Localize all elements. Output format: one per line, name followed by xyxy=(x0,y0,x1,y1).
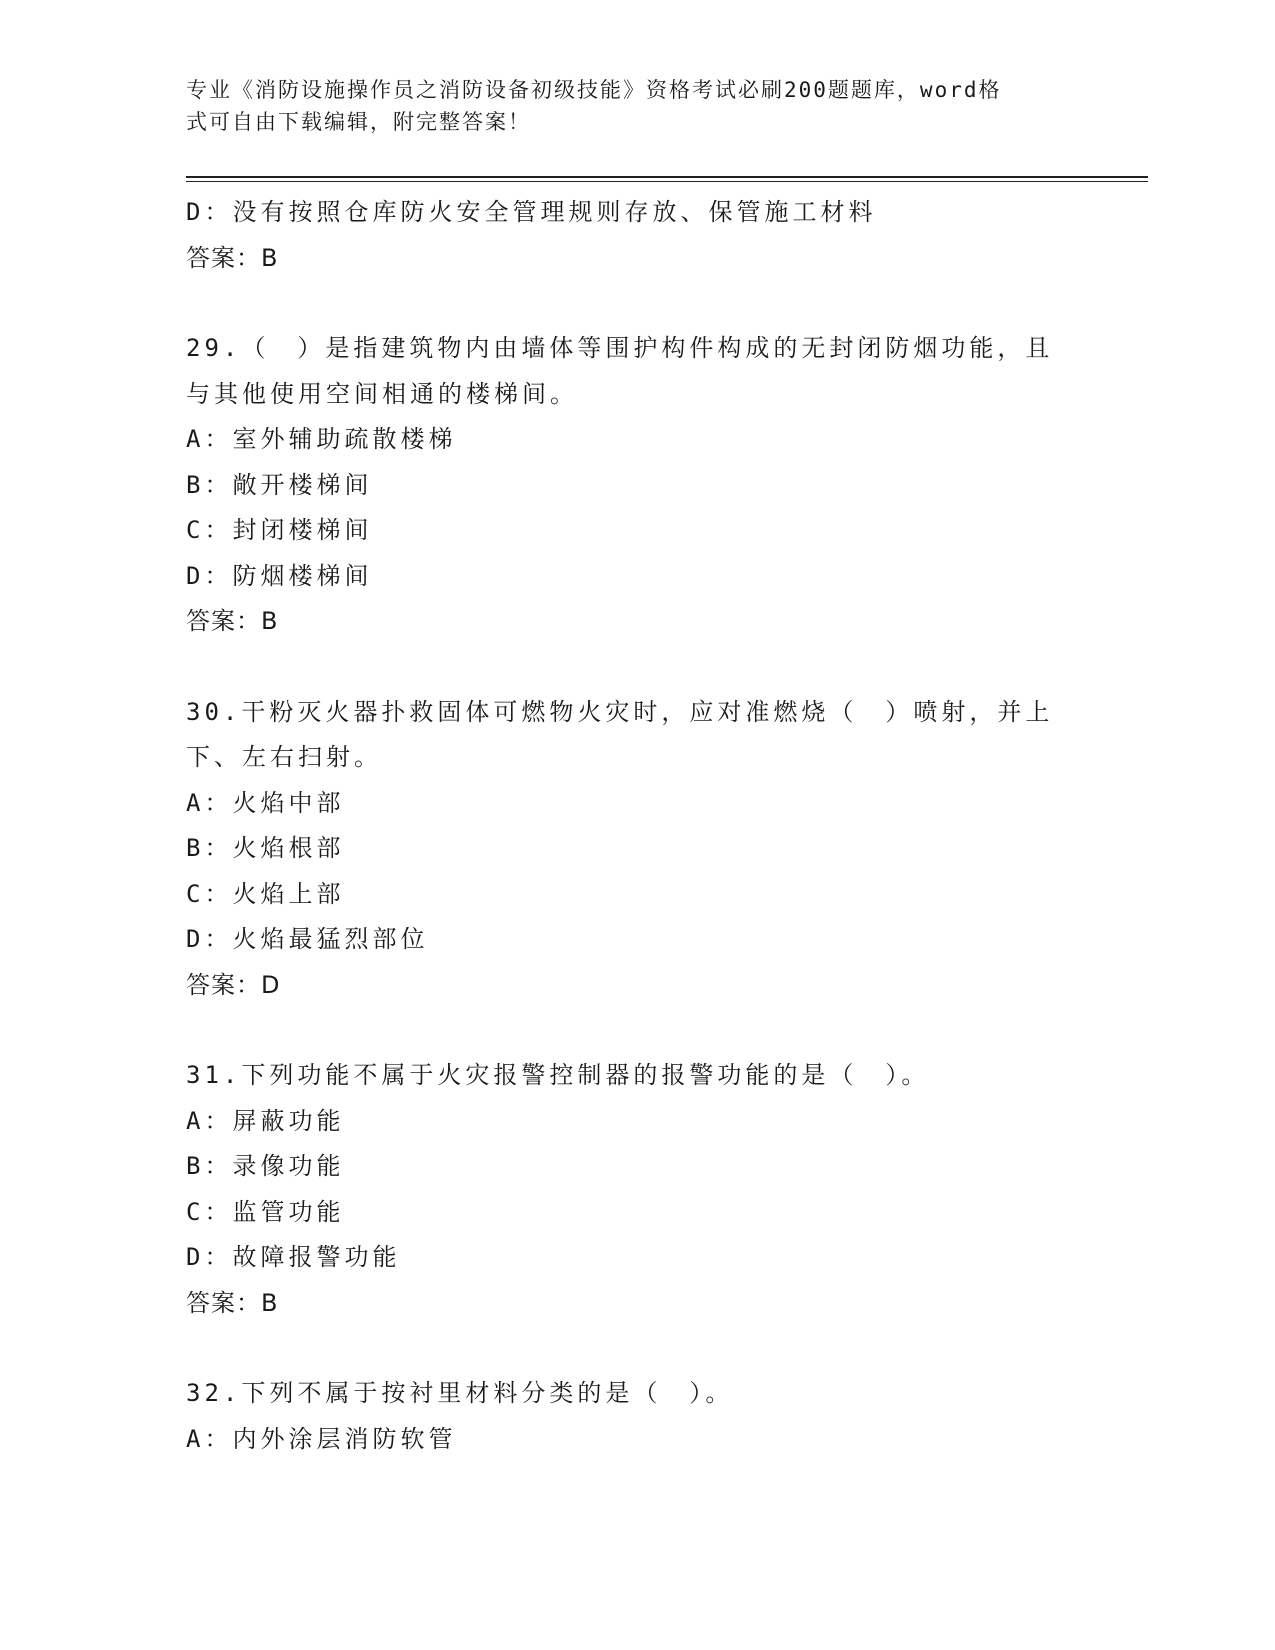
option-a: A：内外涂层消防软管 xyxy=(186,1424,457,1453)
option-d: D：故障报警功能 xyxy=(186,1243,401,1271)
option-b: B：火焰根部 xyxy=(186,834,345,862)
question-stem: 29.（ ）是指建筑物内由墙体等围护构件构成的无封闭防烟功能，且 xyxy=(186,334,1054,362)
question-stem-continued: 下、左右扫射。 xyxy=(186,743,382,771)
header-line-2: 式可自由下载编辑，附完整答案！ xyxy=(186,110,531,134)
question-list xyxy=(186,190,1086,1462)
option-b: B：录像功能 xyxy=(186,1152,345,1180)
spacer xyxy=(186,645,1086,690)
spacer xyxy=(186,281,1086,326)
answer: 答案：B xyxy=(186,607,279,635)
document-header xyxy=(186,74,1066,138)
answer: 答案：B xyxy=(186,1288,279,1317)
question-stem: 30.干粉灭火器扑救固体可燃物火灾时，应对准燃烧（ ）喷射，并上 xyxy=(186,697,1054,726)
spacer xyxy=(186,1326,1086,1371)
question-29 xyxy=(186,326,1086,645)
question-stem: 31.下列功能不属于火灾报警控制器的报警功能的是（ ）。 xyxy=(186,1061,930,1089)
option-c: C：监管功能 xyxy=(186,1197,345,1226)
header-rule-thin xyxy=(186,181,1148,182)
option-a: A：火焰中部 xyxy=(186,788,345,817)
option-a: A：室外辅助疏散楼梯 xyxy=(186,425,457,453)
option-c: C：火焰上部 xyxy=(186,879,345,908)
question-32 xyxy=(186,1371,1086,1462)
spacer xyxy=(186,1008,1086,1053)
answer: 答案：B xyxy=(186,243,279,272)
option-a: A：屏蔽功能 xyxy=(186,1106,345,1135)
option-d: D：没有按照仓库防火安全管理规则存放、保管施工材料 xyxy=(186,198,877,226)
option-d: D：火焰最猛烈部位 xyxy=(186,925,429,953)
previous-question-tail xyxy=(186,190,1086,281)
question-31 xyxy=(186,1053,1086,1326)
option-c: C：封闭楼梯间 xyxy=(186,516,373,544)
question-stem: 32.下列不属于按衬里材料分类的是（ ）。 xyxy=(186,1379,734,1407)
question-stem-continued: 与其他使用空间相通的楼梯间。 xyxy=(186,379,578,408)
question-30 xyxy=(186,690,1086,1009)
header-rule-thick xyxy=(186,176,1148,178)
option-b: B：敞开楼梯间 xyxy=(186,470,373,499)
header-line-1: 专业《消防设施操作员之消防设备初级技能》资格考试必刷200题题库，word格 xyxy=(186,78,1002,102)
answer: 答案：D xyxy=(186,970,281,999)
option-d: D：防烟楼梯间 xyxy=(186,561,373,590)
